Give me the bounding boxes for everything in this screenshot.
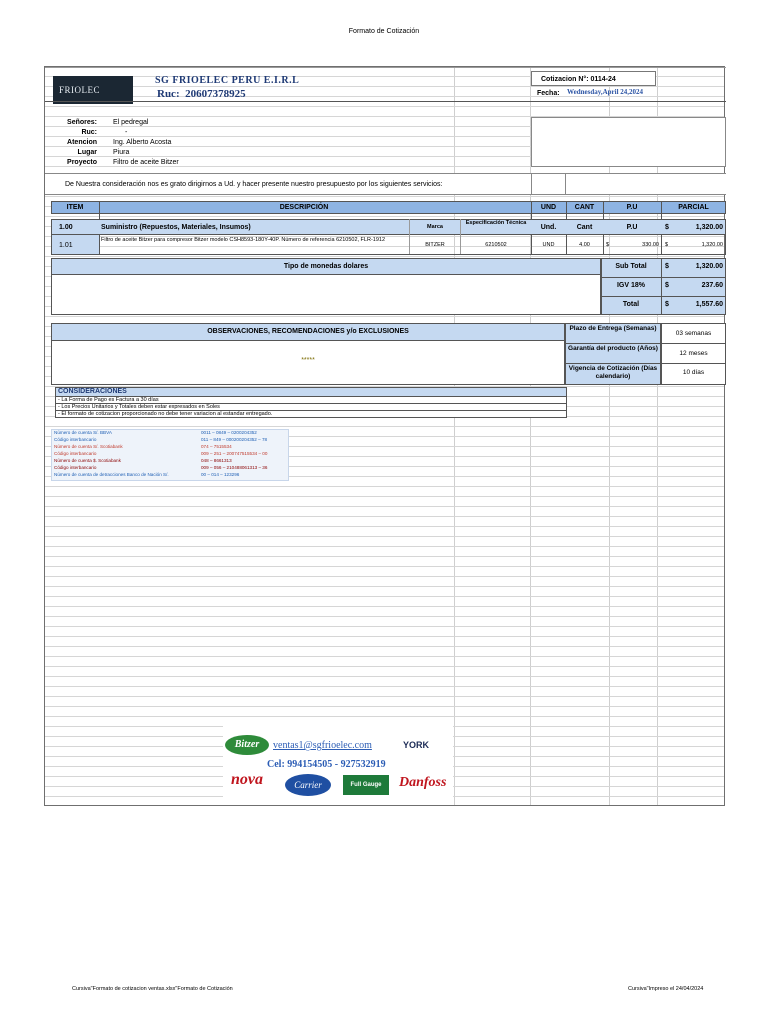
quote-sheet [44,66,725,806]
nova-logo: nova [231,771,263,788]
client-ruc-value: - [125,129,128,136]
bank-value: 00 – 014 – 123296 [201,472,240,477]
company-ruc-label: Ruc: [157,88,180,100]
bank-label: Código interbancario [54,465,97,470]
considerations-title: CONSIDERACIONES [58,388,127,395]
col-und-header: UND [540,204,557,211]
subtotal-label: Sub Total [615,263,647,270]
col-description-header: DESCRIPCIÓN [279,204,329,211]
quote-number: Cotizacion N°: 0114-24 [541,76,616,83]
plazo-value: 03 semanas [675,330,712,337]
york-logo: YORK [403,740,430,750]
page-header-title: Formato de Cotización [348,28,420,35]
garantia-value: 12 meses [679,350,708,357]
item-parcial: 1,320.00 [701,242,723,248]
total-label: Total [622,301,640,308]
bank-value: 0011 – 0849 – 0200204352 [201,430,257,435]
lugar-value: Piura [113,149,130,156]
fullgauge-logo: Full Gauge [343,775,389,795]
col-item-header: ITEM [66,204,84,211]
observations-content: ***** [301,357,315,364]
company-logo [53,76,133,104]
bank-label: Número de cuenta de detracciones Banco de Nación S/. [54,472,169,477]
item-pu-currency: $ [606,242,610,248]
bank-row [51,471,289,478]
igv-label: IGV 18% [616,282,645,289]
bank-value: 048 – 8661313 [201,458,232,463]
col-especificacion-header: Especificación Técnica [465,220,527,226]
divider [45,67,726,68]
consideration-item: - Los Precios Unitarios y Totales deben estar expresados en Soles [55,404,567,411]
item-parcial-currency: $ [665,242,669,248]
bank-row [51,464,289,471]
item-und: UND [542,242,555,248]
bank-label: Número de cuenta $. Scotiabank [54,458,121,463]
company-ruc-value: 20607378925 [185,88,246,100]
col-parcial-header: PARCIAL [678,204,709,211]
consideration-item: - La Forma de Pago es Factura a 30 días [55,397,567,404]
atencion-label: Atencion [67,139,97,146]
section-pu: P.U [626,224,638,231]
bank-label: Código interbancario [54,451,97,456]
plazo-label: Plazo de Entrega (Semanas) [569,325,657,332]
atencion-value: Ing. Alberto Acosta [113,139,172,146]
item-number: 1.01 [59,242,73,249]
item-especificacion: 6210502 [485,242,507,248]
section-item: 1.00 [59,224,73,231]
vigencia-label: Vigencia de Cotización (Días calendario) [568,365,658,380]
senores-value: El pedregal [113,119,149,126]
proyecto-value: Filtro de aceite Bitzer [113,159,179,166]
item-pu: 330.00 [642,242,659,248]
section-parcial: 1,320.00 [695,224,723,231]
date-value: Wednesday,April 24,2024 [567,88,644,96]
intro-text: De Nuestra consideración nos es grato dirigirnos a Ud. y hacer presente nuestro presupuesto por los siguientes servicios: [65,181,443,188]
bank-label: Número de cuenta S/. Scotiabank [54,444,123,449]
section-parcial-currency: $ [665,224,669,231]
carrier-logo: Carrier [285,774,331,796]
total-currency: $ [665,301,669,308]
bank-row [51,436,289,443]
lugar-label: Lugar [77,149,97,156]
item-cant: 4.00 [579,242,590,248]
senores-label: Señores: [67,119,97,126]
date-label: Fecha: [537,90,560,97]
proyecto-label: Proyecto [67,159,97,166]
total-value: 1,557.60 [695,301,723,308]
item-marca: BITZER [425,242,445,248]
company-ruc [157,88,246,100]
phone-text: Cel: 994154505 - 927532919 [267,759,386,770]
bitzer-logo: Bitzer [225,735,269,755]
bank-value: 074 – 7515534 [201,444,232,449]
section-und: Und. [540,224,557,231]
bank-label: Código interbancario [54,437,97,442]
igv-currency: $ [665,282,669,289]
bank-value: 009 – 056 – 210488061313 – 36 [201,465,268,470]
item-description: Filtro de aceite Bitzer para compresor Bitzer modelo CSH8593-180Y-40P. Número de referencia 6210502, FLR-1912 [101,237,386,243]
bank-row [51,457,289,464]
consideration-item: - El formato de cotizacion proporcionado no debe tener variacion al estandar entregado. [55,411,567,418]
email-link[interactable]: ventas1@sgfrioelec.com [273,740,372,751]
footer-right: Cursiva"Impreso el 24/04/2024 [628,986,704,992]
bank-value: 009 – 251 – 200747515534 – 00 [201,451,268,456]
igv-value: 237.60 [701,282,723,289]
subtotal-value: 1,320.00 [695,263,723,270]
company-name: SG FRIOELEC PERU E.I.R.L [155,75,300,86]
vigencia-value: 10 días [682,369,705,376]
currency-note: Tipo de monedas dolares [283,263,369,270]
col-cant-header: CANT [574,204,595,211]
danfoss-logo: Danfoss [399,775,447,790]
company-logo-text: FRIOLEC [59,85,101,95]
garantia-label: Garantía del producto (Años) [568,345,658,352]
bank-row [51,450,289,457]
footer-left: Cursiva"Formato de cotizacion ventas.xlsx"Formato de Cotización [72,986,233,992]
subtotal-currency: $ [665,263,669,270]
client-ruc-label: Ruc: [81,129,97,136]
bank-value: 011 – 849 – 000200204352 – 78 [201,437,268,442]
bank-label: Número de cuenta S/. BBVA [54,430,112,435]
bank-row [51,443,289,450]
bank-row [51,429,289,436]
col-pu-header: P.U [626,204,638,211]
observations-title: OBSERVACIONES, RECOMENDACIONES y/o EXCLUSIONES [207,328,409,335]
section-description: Suministro (Repuestos, Materiales, Insumos) [101,224,251,231]
col-marca-header: Marca [427,224,443,230]
section-cant: Cant [576,224,593,231]
